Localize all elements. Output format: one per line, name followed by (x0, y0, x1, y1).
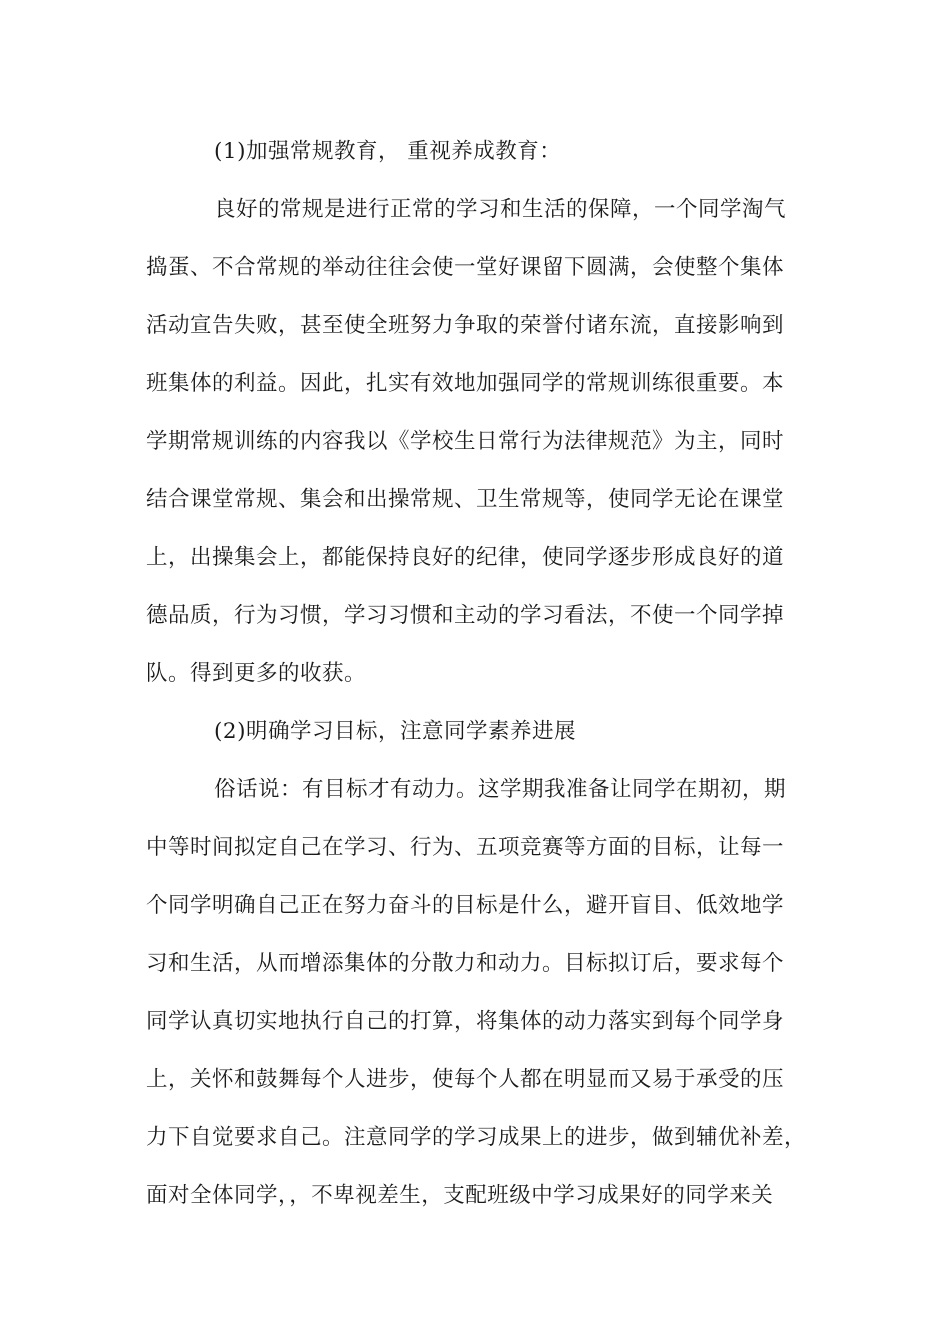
paragraph-line: 德品质，行为习惯，学习习惯和主动的学习看法，不使一个同学掉 (146, 603, 785, 628)
paragraph-line: 个同学明确自己正在努力奋斗的目标是什么，避开盲目、低效地学 (146, 893, 785, 918)
paragraph-line: 面对全体同学，，不卑视差生，支配班级中学习成果好的同学来关 (146, 1183, 774, 1208)
paragraph-line: 捣蛋、不合常规的举动往往会使一堂好课留下圆满，会使整个集体 (146, 255, 785, 280)
paragraph-line: 力下自觉要求自己。注意同学的学习成果上的进步，做到辅优补差， (146, 1125, 807, 1150)
section-heading-1: (1)加强常规教育， 重视养成教育： (214, 139, 562, 164)
paragraph-line: 上，关怀和鼓舞每个人进步，使每个人都在明显而又易于承受的压 (146, 1067, 785, 1092)
paragraph-line: 结合课堂常规、集会和出操常规、卫生常规等，使同学无论在课堂 (146, 487, 785, 512)
paragraph-line: 同学认真切实地执行自己的打算，将集体的动力落实到每个同学身 (146, 1009, 785, 1034)
section-heading-2: (2)明确学习目标，注意同学素养进展 (214, 719, 576, 744)
paragraph-line: 队。得到更多的收获。 (146, 661, 367, 686)
paragraph-line: 上，出操集会上，都能保持良好的纪律，使同学逐步形成良好的道 (146, 545, 785, 570)
paragraph-line: 中等时间拟定自己在学习、行为、五项竞赛等方面的目标，让每一 (146, 835, 785, 860)
paragraph-line: 学期常规训练的内容我以《学校生日常行为法律规范》为主，同时 (146, 429, 785, 454)
paragraph-line: 习和生活，从而增添集体的分散力和动力。目标拟订后，要求每个 (146, 951, 785, 976)
paragraph-line: 班集体的利益。因此，扎实有效地加强同学的常规训练很重要。本 (146, 371, 785, 396)
paragraph-line: 活动宣告失败，甚至使全班努力争取的荣誉付诸东流，直接影响到 (146, 313, 785, 338)
paragraph-line: 俗话说：有目标才有动力。这学期我准备让同学在期初，期 (214, 777, 787, 802)
paragraph-line: 良好的常规是进行正常的学习和生活的保障，一个同学淘气 (214, 197, 787, 222)
